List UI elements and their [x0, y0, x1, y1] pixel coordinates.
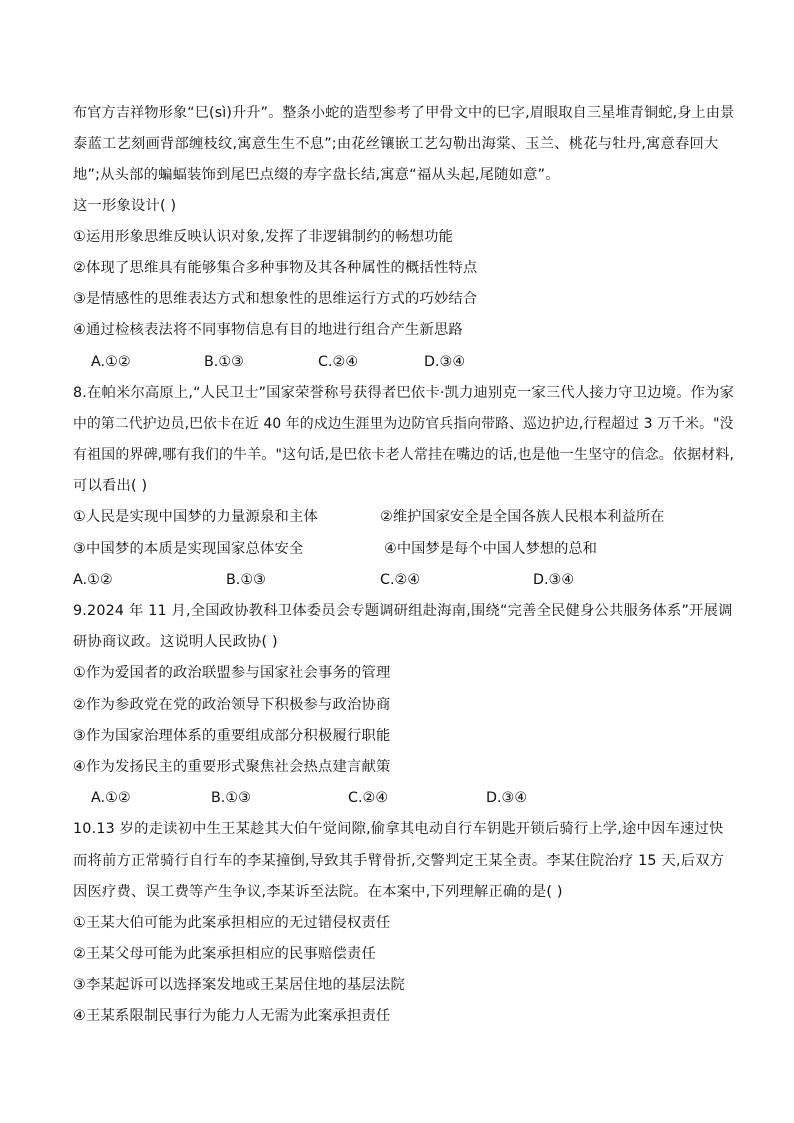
q9-option-c: C.②④: [348, 790, 389, 806]
q7-statement: ①运用形象思维反映认识对象,发挥了非逻辑制约的畅想功能: [73, 229, 454, 245]
q8-option-d: D.③④: [533, 572, 575, 588]
q9-statement: ①作为爱国者的政治联盟参与国家社会事务的管理: [73, 665, 391, 681]
q8-option-a: A.①②: [73, 572, 113, 588]
q9-option-a: A.①②: [91, 790, 131, 806]
q7-stem: 这一形象设计( ): [73, 198, 177, 214]
q7-option-b: B.①③: [204, 354, 244, 370]
q8-text-line: 可以看出( ): [73, 478, 148, 494]
q8-text-line: 8.在帕米尔高原上,“人民卫士”国家荣誉称号获得者巴依卡·凯力迪别克一家三代人接力守卫边境。作为家: [73, 385, 735, 401]
q9-text-line: 研协商议政。这说明人民政协( ): [73, 634, 278, 650]
q10-statement: ④王某系限制民事行为能力人无需为此案承担责任: [73, 1008, 391, 1024]
q10-statement: ③李某起诉可以选择案发地或王某居住地的基层法院: [73, 977, 405, 993]
q8-statement: ①人民是实现中国梦的力量源泉和主体: [73, 509, 318, 525]
q8-statement: ④中国梦是每个中国人梦想的总和: [384, 541, 597, 557]
q7-statement: ③是情感性的思维表达方式和想象性的思维运行方式的巧妙结合: [73, 291, 478, 307]
q7-option-c: C.②④: [318, 354, 359, 370]
q9-option-d: D.③④: [486, 790, 528, 806]
q7-text-line: 泰蓝工艺刻画背部缠枝纹,寓意生生不息”;由花丝镶嵌工艺勾勒出海棠、玉兰、桃花与牡丹,寓意春回大: [73, 136, 719, 152]
q10-statement: ①王某大伯可能为此案承担相应的无过错侵权责任: [73, 915, 391, 931]
q7-statement: ④通过检核表法将不同事物信息有目的地进行组合产生新思路: [73, 322, 463, 338]
q7-option-a: A.①②: [91, 354, 131, 370]
q8-text-line: 有祖国的界碑,哪有我们的牛羊。"这句话,是巴依卡老人常挂在嘴边的话,也是他一生坚守的信念。依据材料,: [73, 447, 735, 463]
q9-statement: ②作为参政党在党的政治领导下积极参与政治协商: [73, 697, 391, 713]
q7-text-line: 布官方吉祥物形象“巳(sì)升升”。整条小蛇的造型参考了甲骨文中的巳字,眉眼取自三星堆青铜蛇,身上由景: [73, 105, 735, 121]
q9-text-line: 9.2024 年 11 月,全国政协教科卫体委员会专题调研组赴海南,围绕“完善全民健身公共服务体系”开展调: [73, 603, 733, 619]
q8-option-c: C.②④: [380, 572, 421, 588]
q8-text-line: 中的第二代护边员,巴依卡在近 40 年的戍边生涯里为边防官兵指向带路、巡边护边,行程超过 3 万千米。"没: [73, 416, 734, 432]
q7-statement: ②体现了思维具有能够集合多种事物及其各种属性的概括性特点: [73, 260, 478, 276]
q10-text-line: 10.13 岁的走读初中生王某趁其大伯午觉间隙,偷拿其电动自行车钥匙开锁后骑行上学,途中因车速过快: [73, 821, 724, 837]
q8-statement: ③中国梦的本质是实现国家总体安全: [73, 541, 304, 557]
q7-option-d: D.③④: [424, 354, 466, 370]
q9-option-b: B.①③: [211, 790, 251, 806]
q9-statement: ④作为发扬民主的重要形式聚焦社会热点建言献策: [73, 759, 391, 775]
q10-statement: ②王某父母可能为此案承担相应的民事赔偿责任: [73, 946, 376, 962]
q8-option-b: B.①③: [226, 572, 266, 588]
q9-statement: ③作为国家治理体系的重要组成部分积极履行职能: [73, 728, 391, 744]
q7-text-line: 地”;从头部的蝙蝠装饰到尾巴点缀的寿字盘长结,寓意“福从头起,尾随如意”。: [73, 167, 560, 183]
q10-text-line: 因医疗费、误工费等产生争议,李某诉至法院。在本案中,下列理解正确的是( ): [73, 884, 563, 900]
q8-statement: ②维护国家安全是全国各族人民根本利益所在: [380, 509, 665, 525]
q10-text-line: 而将前方正常骑行自行车的李某撞倒,导致其手臂骨折,交警判定王某全责。李某住院治疗 15 天,后双方: [73, 853, 725, 869]
